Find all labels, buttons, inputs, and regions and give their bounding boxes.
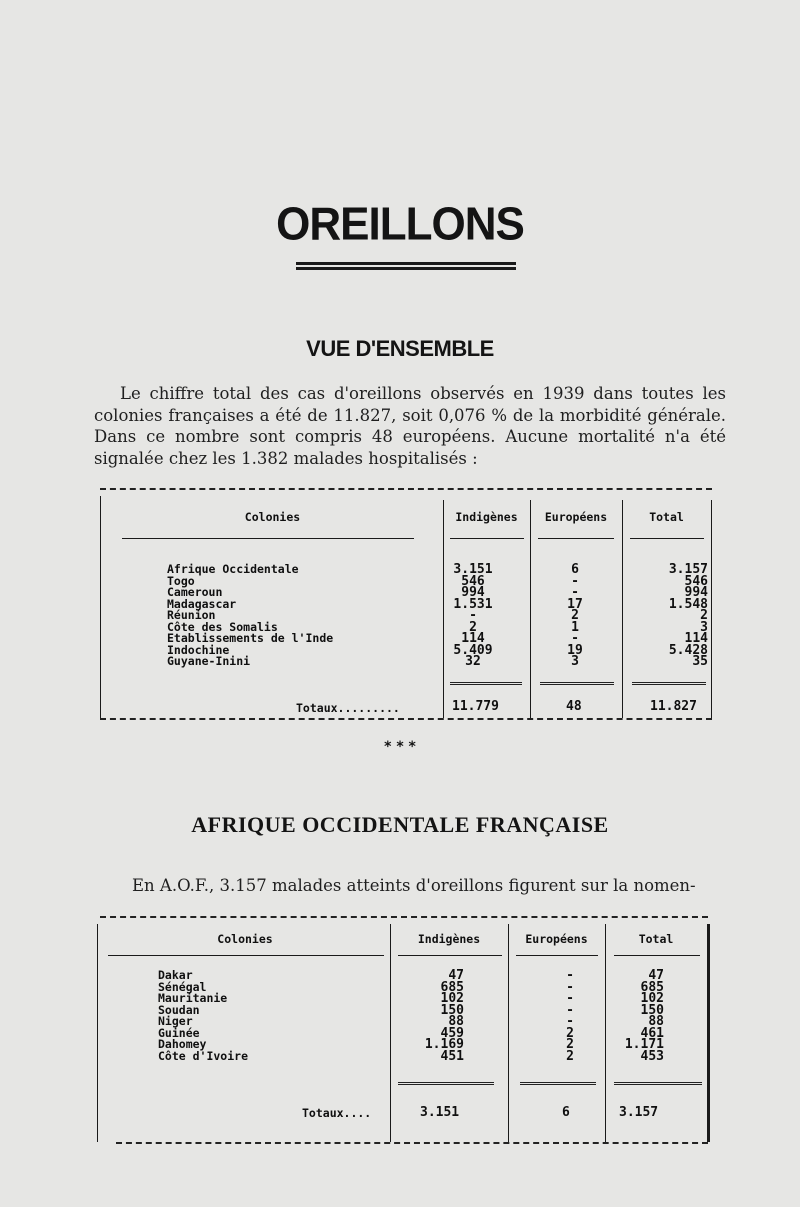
page-title: OREILLONS (276, 198, 524, 251)
table-cell: - (566, 979, 574, 995)
table-cell: - (571, 631, 579, 646)
table-cell: 2 (566, 1025, 574, 1041)
table-cell: 1 (571, 619, 579, 635)
header-indigenes: Indigènes (455, 510, 518, 524)
table-row-label: Afrique Occidentale (167, 562, 299, 576)
table-row-label: Etablissements de l'Inde (167, 631, 334, 645)
title-rule-top (296, 262, 516, 265)
table-cell: 546 (684, 573, 708, 589)
table-cell: 88 (448, 1014, 464, 1029)
table-row-label: Sénégal (158, 979, 207, 994)
table-cell: 451 (440, 1048, 464, 1064)
table-cell: 3 (571, 654, 579, 669)
totals-total: 3.157 (619, 1105, 659, 1120)
table-cell: 32 (465, 654, 481, 669)
table-cell: 994 (684, 585, 708, 600)
column-total (600, 970, 664, 1062)
table-cell: 114 (684, 631, 708, 646)
table-cell: - (571, 585, 579, 600)
column-total (648, 564, 708, 668)
table-cell: 88 (648, 1014, 664, 1029)
column-europeens (550, 564, 600, 668)
totals-total: 11.827 (650, 699, 697, 714)
table-row-label: Côte d'Ivoire (158, 1048, 249, 1063)
table-cell: 1.171 (624, 1037, 664, 1052)
table-row-label: Madagascar (167, 596, 237, 611)
table-cell: 1.548 (668, 596, 708, 612)
table-cell: - (566, 1014, 574, 1029)
table-cell: - (566, 1002, 574, 1018)
table-cell: 994 (461, 585, 485, 600)
table-row-label: Guinée (158, 1025, 200, 1040)
table-cell: 453 (640, 1048, 664, 1064)
table-cell: 102 (640, 991, 664, 1006)
table-cell: - (469, 608, 477, 623)
table-cell: 102 (440, 991, 464, 1006)
totals-indigenes: 3.151 (420, 1105, 460, 1120)
table-bottom-rule (100, 718, 712, 720)
column-colonies (167, 564, 333, 668)
table-cell: 3.157 (668, 562, 708, 577)
table-cell: - (566, 968, 574, 983)
table-row-label: Niger (158, 1014, 193, 1028)
table-row-label: Mauritanie (158, 991, 228, 1005)
table-cell: - (566, 991, 574, 1006)
header-colonies: Colonies (244, 510, 301, 524)
table-cell: 2 (566, 1037, 574, 1052)
totals-label: Totaux......... (296, 701, 400, 715)
header-europeens: Européens (544, 510, 608, 524)
table-cell: 1.531 (453, 596, 493, 612)
table-cell: 685 (640, 979, 664, 995)
table-top-rule (100, 916, 708, 918)
table-cell: - (571, 573, 579, 589)
table-cell: 2 (700, 608, 708, 623)
totals-indigenes: 11.779 (452, 699, 499, 714)
totals-label: Totaux.... (302, 1106, 372, 1120)
table-row-label: Dahomey (158, 1037, 207, 1051)
table-row-label: Dakar (158, 968, 193, 982)
table-cell: 6 (571, 562, 579, 577)
table-cell: 1.169 (424, 1037, 464, 1052)
header-colonies: Colonies (217, 932, 273, 946)
table-cell: 150 (640, 1002, 664, 1018)
table-cell: 3.151 (453, 562, 493, 577)
table-cell: 685 (440, 979, 464, 995)
table-cell: 47 (448, 968, 464, 983)
column-indigenes (400, 970, 464, 1062)
section-heading-overview: VUE D'ENSEMBLE (306, 336, 494, 361)
table-cell: 17 (567, 596, 583, 612)
table-cell: 2 (469, 619, 477, 635)
table-row-label: Réunion (167, 608, 216, 622)
table-cell: 47 (648, 968, 664, 983)
table-row-label: Togo (167, 573, 195, 588)
table-cell: 3 (700, 619, 708, 635)
table-row-label: Guyane-Inini (167, 654, 251, 668)
table-cell: 2 (571, 608, 579, 623)
table-cell: 5.409 (453, 642, 493, 658)
table-cell: 546 (461, 573, 485, 589)
table-row-label: Indochine (167, 642, 230, 657)
header-europeens: Européens (525, 932, 588, 946)
table-cell: 459 (440, 1025, 464, 1041)
table-cell: 5.428 (668, 642, 708, 658)
table-row-label: Côte des Somalis (167, 619, 278, 634)
table-top-rule (100, 488, 712, 490)
section-separator-stars: * * * (384, 739, 416, 755)
overview-paragraph: Le chiffre total des cas d'oreillons observés en 1939 dans toutes les colonies françaises a été de 11.827, soit 0,076 % de la morbidité générale. Dans ce nombre sont compris 48 européens. Aucune mortalité n'a été signalée chez les 1.382 malades hospitalisés : (94, 384, 726, 468)
header-total: Total (649, 510, 684, 524)
table-row-label: Cameroun (167, 585, 223, 599)
table-cell: 2 (566, 1048, 574, 1064)
column-colonies (158, 970, 248, 1062)
section-heading-aof: AFRIQUE OCCIDENTALE FRANÇAISE (191, 812, 609, 837)
table-cell: 19 (567, 642, 583, 658)
table-cell: 114 (461, 631, 485, 646)
totals-europeens: 48 (566, 699, 582, 714)
table-row-label: Soudan (158, 1002, 200, 1017)
title-rule-bottom (296, 267, 516, 270)
column-europeens (545, 970, 595, 1062)
table-cell: 150 (440, 1002, 464, 1018)
table-cell: 461 (640, 1025, 664, 1041)
table-bottom-rule (116, 1142, 708, 1144)
totals-europeens: 6 (562, 1105, 570, 1120)
header-total: Total (638, 932, 674, 946)
column-indigenes (443, 564, 503, 668)
header-indigenes: Indigènes (417, 932, 481, 946)
aof-paragraph: En A.O.F., 3.157 malades atteints d'oreillons figurent sur la nomen- (132, 876, 696, 895)
table-cell: 35 (692, 654, 708, 669)
